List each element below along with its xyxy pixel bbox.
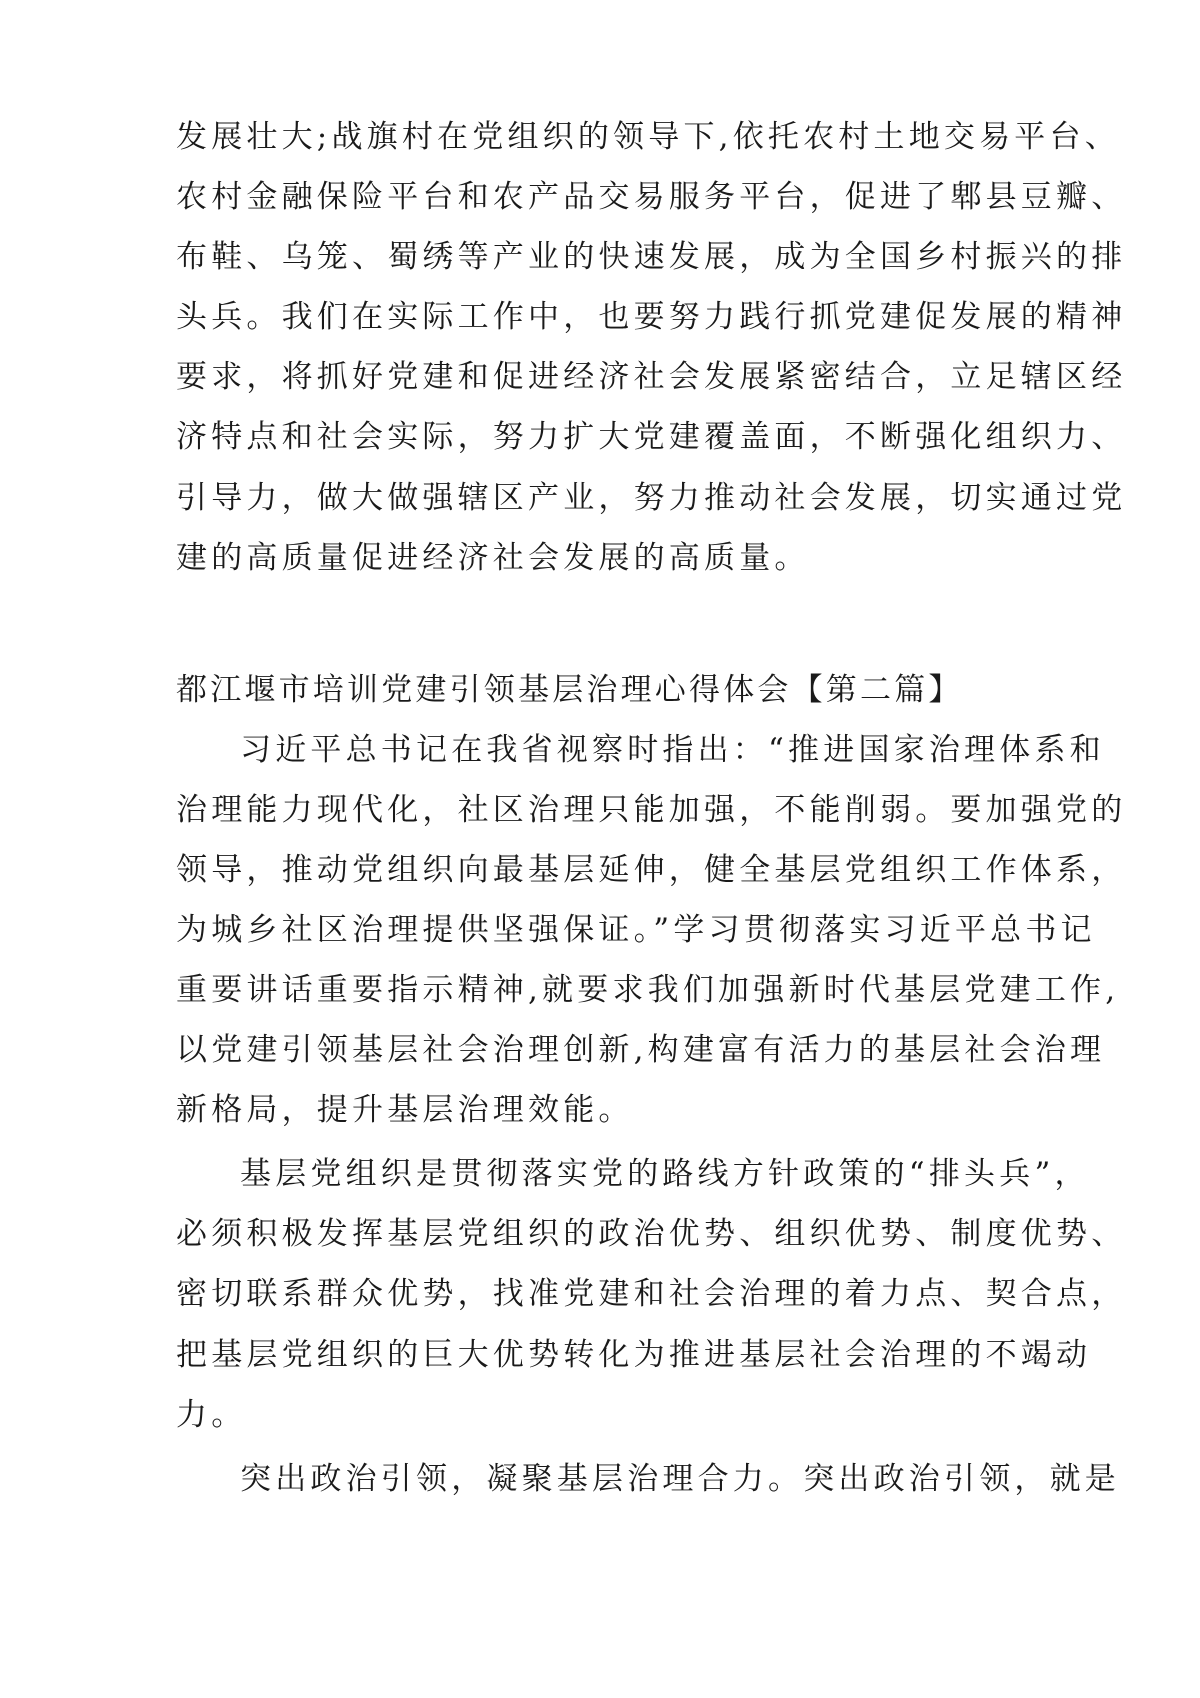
paragraph-first-line: 习近平总书记在我省视察时指出：“推进国家治理体系和: [240, 732, 1105, 768]
paragraph-line: 领导，推动党组织向最基层延伸，健全基层党组织工作体系，: [176, 852, 1127, 888]
paragraph-line: 引导力，做大做强辖区产业，努力推动社会发展，切实通过党: [176, 480, 1127, 516]
paragraph-line: 必须积极发挥基层党组织的政治优势、组织优势、制度优势、: [176, 1216, 1127, 1252]
paragraph-line: 治理能力现代化，社区治理只能加强，不能削弱。要加强党的: [176, 792, 1127, 828]
paragraph-line: 济特点和社会实际，努力扩大党建覆盖面，不断强化组织力、: [176, 419, 1127, 455]
section-heading: 都江堰市培训党建引领基层治理心得体会【第二篇】: [176, 672, 963, 708]
paragraph-line: 以党建引领基层社会治理创新,构建富有活力的基层社会治理: [176, 1032, 1106, 1068]
paragraph-line: 为城乡社区治理提供坚强保证。”学习贯彻落实习近平总书记: [176, 912, 1096, 948]
paragraph-line: 密切联系群众优势，找准党建和社会治理的着力点、契合点，: [176, 1276, 1127, 1312]
paragraph-line: 重要讲话重要指示精神,就要求我们加强新时代基层党建工作,: [176, 972, 1120, 1008]
paragraph-line: 发展壮大;战旗村在党组织的领导下,依托农村土地交易平台、: [176, 119, 1120, 155]
paragraph-line: 农村金融保险平台和农产品交易服务平台，促进了郫县豆瓣、: [176, 179, 1127, 215]
paragraph-line: 新格局，提升基层治理效能。: [176, 1092, 634, 1128]
paragraph-line: 头兵。我们在实际工作中，也要努力践行抓党建促发展的精神: [176, 299, 1127, 335]
paragraph-line: 力。: [176, 1397, 247, 1433]
paragraph-line: 建的高质量促进经济社会发展的高质量。: [176, 540, 810, 576]
paragraph-line: 要求，将抓好党建和促进经济社会发展紧密结合，立足辖区经: [176, 359, 1127, 395]
paragraph-first-line: 突出政治引领，凝聚基层治理合力。突出政治引领，就是: [240, 1461, 1120, 1497]
paragraph-first-line: 基层党组织是贯彻落实党的路线方针政策的“排头兵”，: [240, 1156, 1090, 1192]
paragraph-line: 把基层党组织的巨大优势转化为推进基层社会治理的不竭动: [176, 1337, 1092, 1373]
paragraph-line: 布鞋、乌笼、蜀绣等产业的快速发展，成为全国乡村振兴的排: [176, 239, 1127, 275]
